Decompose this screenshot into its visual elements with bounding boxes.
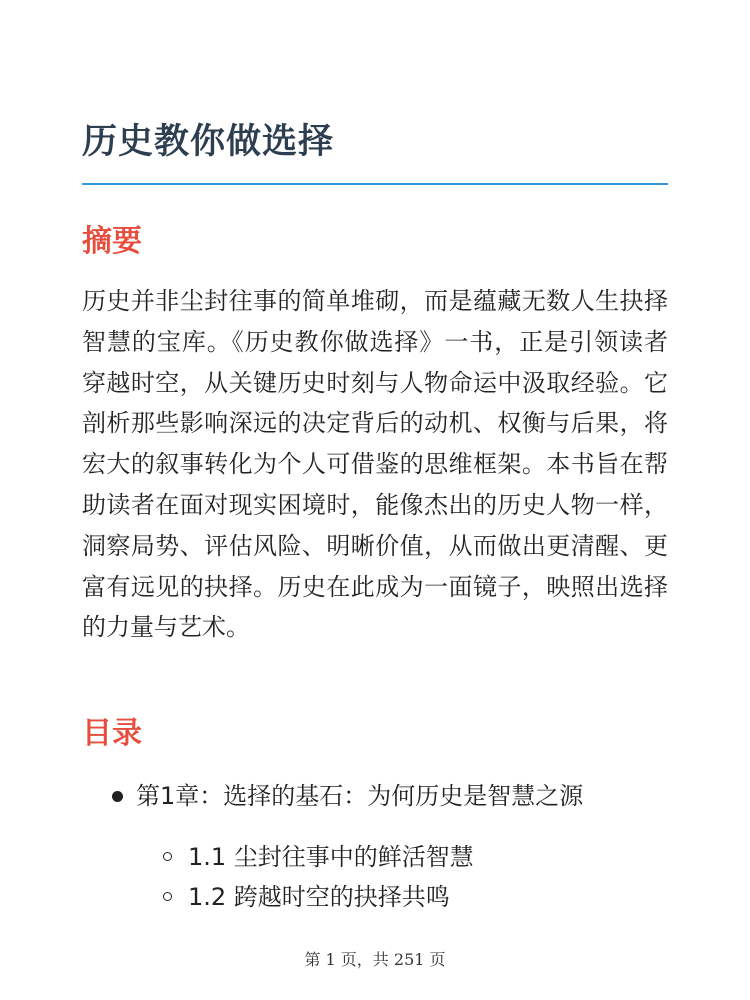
bullet-circle-icon — [163, 852, 172, 861]
document-page — [82, 0, 668, 1000]
toc-heading: 目录 — [82, 716, 142, 751]
page-number-footer: 第 1 页，共 251 页 — [304, 950, 446, 969]
toc-section-label: 1.2 跨越时空的抉择共鸣 — [188, 883, 450, 911]
summary-heading: 摘要 — [82, 224, 142, 259]
bullet-circle-icon — [163, 892, 172, 901]
document-title: 历史教你做选择 — [82, 122, 335, 162]
bullet-disc-icon — [112, 791, 123, 802]
summary-paragraph: 历史并非尘封往事的简单堆砌，而是蕴藏无数人生抉择智慧的宝库。《历史教你做选择》一书，正是引领读者穿越时空，从关键历史时刻与人物命运中汲取经验。它剖析那些影响深远的决定背后的动机、权衡与后果，将宏大的叙事转化为个人可借鉴的思维框架。本书旨在帮助读者在面对现实困境时，能像杰出的历史人物一样，洞察局势、评估风险、明晰价值，从而做出更清醒、更富有远见的抉择。历史在此成为一面镜子，映照出选择的力量与艺术。 — [82, 287, 668, 642]
toc-section-label: 1.1 尘封往事中的鲜活智慧 — [188, 843, 474, 871]
title-divider — [82, 183, 668, 185]
toc-chapter-label: 第1章：选择的基石：为何历史是智慧之源 — [136, 782, 584, 810]
